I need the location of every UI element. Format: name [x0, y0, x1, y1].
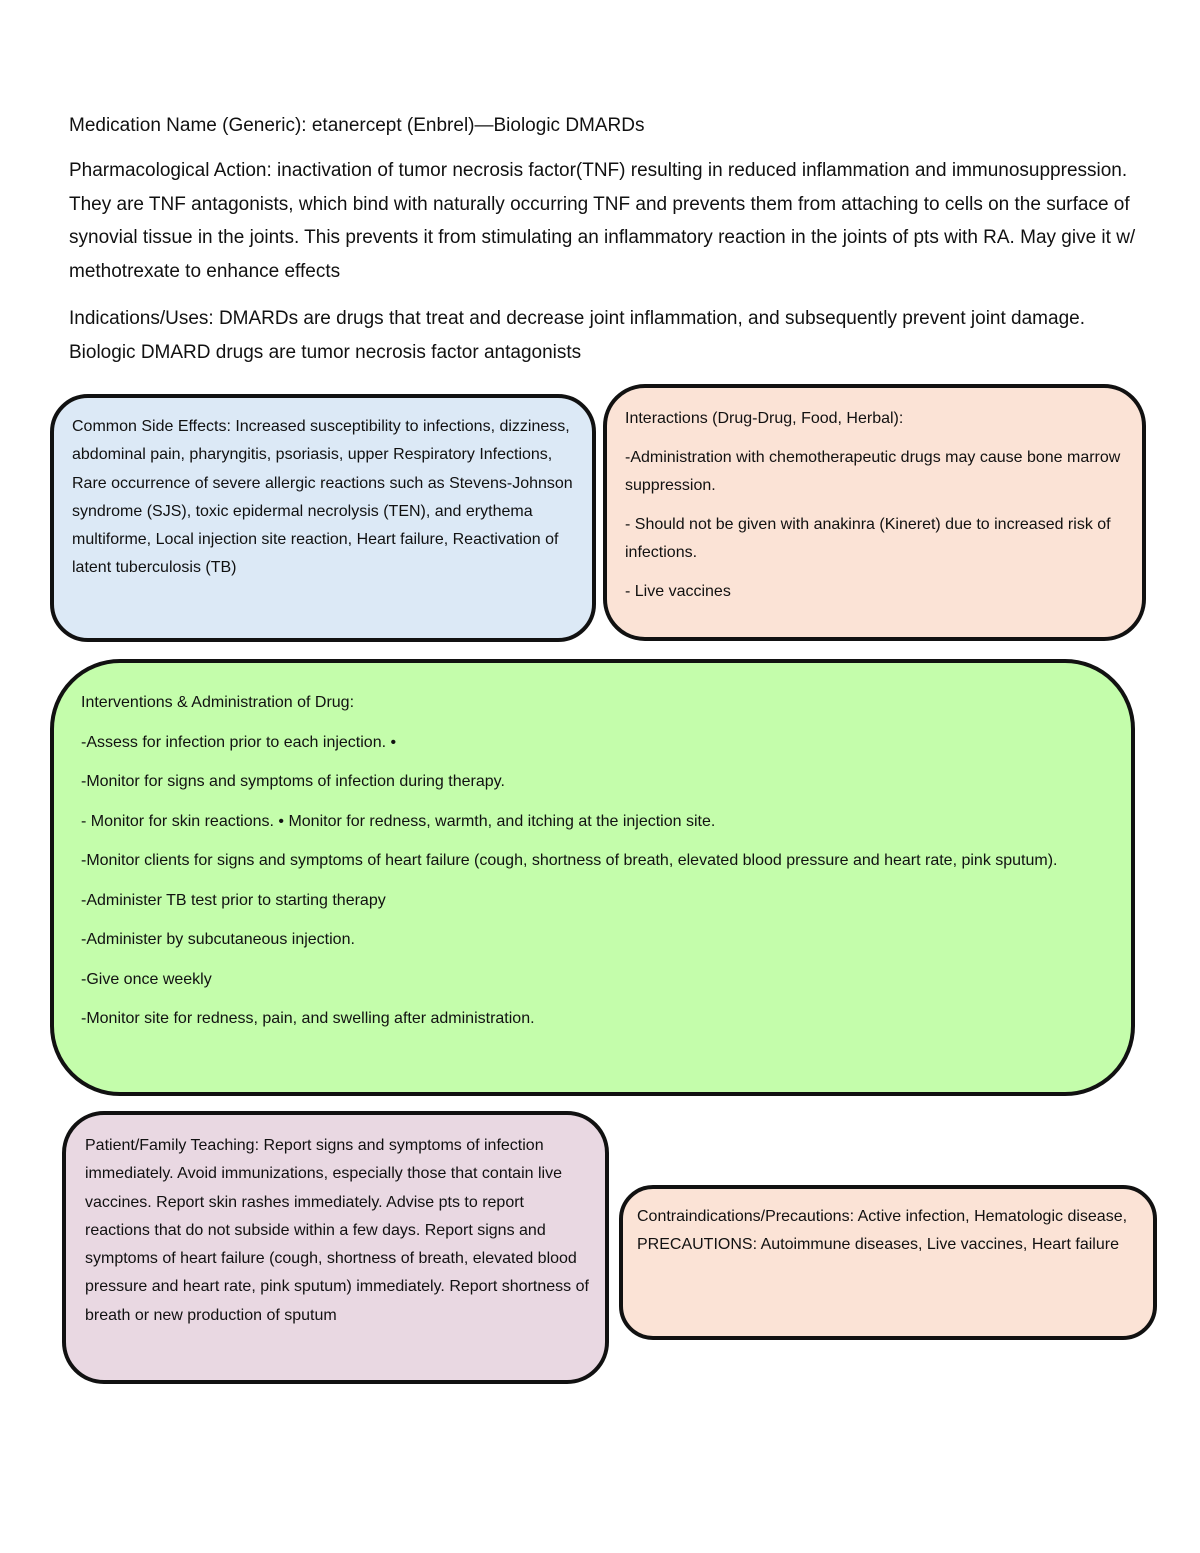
intervention-item: -Monitor clients for signs and symptoms of heart failure (cough, shortness of breath, elevated blood pressure and heart rate, pink sputum). [81, 852, 1058, 869]
intervention-item: -Assess for infection prior to each injection. • [81, 733, 397, 751]
intervention-item: -Give once weekly [81, 970, 212, 988]
side-effects-box [50, 394, 596, 642]
interaction-item: - Live vaccines [625, 582, 731, 600]
contraindications-text: Contraindications/Precautions: Active infection, Hematologic disease, PRECAUTIONS: Autoimmune diseases, Live vaccines, Heart failure [637, 1208, 1128, 1254]
pharmacological-action: Pharmacological Action: inactivation of tumor necrosis factor(TNF) resulting in reduced inflammation and immunosuppression. They are TNF antagonists, which bind with naturally occurring TNF and prevents them from attaching to cells on the surface of synovial tissue in the joints. This prevents it from stimulating an inflammatory reaction in the joints of pts with RA. May give it w/ methotrexate to enhance effects [69, 160, 1136, 282]
intervention-item: -Administer by subcutaneous injection. [81, 931, 355, 948]
interventions-box [50, 659, 1135, 1096]
patient-teaching-box [62, 1111, 609, 1384]
side-effects-text: Common Side Effects: Increased susceptibility to infections, dizziness, abdominal pain, pharyngitis, psoriasis, upper Respiratory Infections, Rare occurrence of severe allergic reactions such as Stevens-Johnson syndrome (SJS), toxic epidermal necrolysis (TEN), and erythema multiforme, Local injection site reaction, Heart failure, Reactivation of latent tuberculosis (TB) [72, 418, 573, 577]
intervention-item: - Monitor for skin reactions. • Monitor for redness, warmth, and itching at the injection site. [81, 812, 716, 830]
interaction-item: - Should not be given with anakinra (Kineret) due to increased risk of infections. [625, 515, 1111, 562]
interactions-title: Interactions (Drug-Drug, Food, Herbal): [625, 410, 904, 427]
intervention-item: -Administer TB test prior to starting therapy [81, 891, 386, 909]
medication-name: Medication Name (Generic): etanercept (Enbrel)—Biologic DMARDs [69, 115, 645, 136]
intervention-item: -Monitor for signs and symptoms of infection during therapy. [81, 773, 505, 790]
intervention-item: -Monitor site for redness, pain, and swelling after administration. [81, 1010, 535, 1027]
interventions-title: Interventions & Administration of Drug: [81, 694, 355, 711]
patient-teaching-text: Patient/Family Teaching: Report signs and symptoms of infection immediately. Avoid immunizations, especially those that contain live vaccines. Report skin rashes immediately. Advise pts to report reactions that do not subside within a few days. Report signs and symptoms of heart failure (cough, shortness of breath, elevated blood pressure and heart rate, pink sputum) immediately. Report shortness of breath or new production of sputum [85, 1137, 589, 1324]
contraindications-box [619, 1185, 1157, 1340]
indications-uses: Indications/Uses: DMARDs are drugs that treat and decrease joint inflammation, and subsequently prevent joint damage. Biologic DMARD drugs are tumor necrosis factor antagonists [69, 308, 1085, 363]
interaction-item: -Administration with chemotherapeutic drugs may cause bone marrow suppression. [625, 448, 1121, 495]
interactions-box [603, 384, 1146, 641]
